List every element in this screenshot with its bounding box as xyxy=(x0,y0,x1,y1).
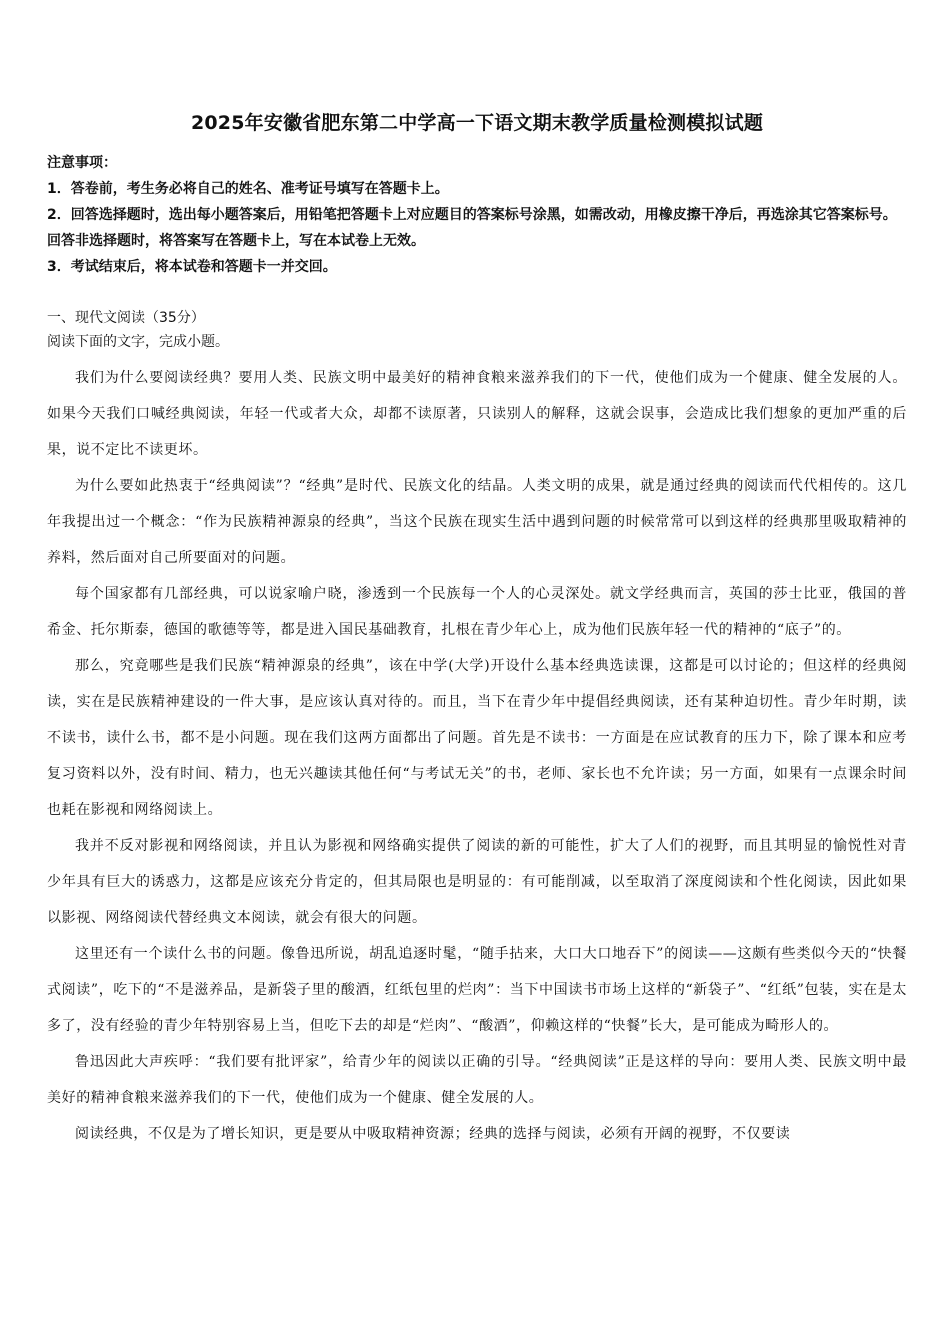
passage-paragraph: 每个国家都有几部经典，可以说家喻户晓，渗透到一个民族每一个人的心灵深处。就文学经典而言，英国的莎士比亚，俄国的普希金、托尔斯泰，德国的歌德等等，都是进入国民基础教育，扎根在青少年心上，成为他们民族年轻一代的精神的“底子”的。 xyxy=(47,586,907,638)
section-instruction: 阅读下面的文字，完成小题。 xyxy=(47,334,229,350)
notice-item: 3．考试结束后，将本试卷和答题卡一并交回。 xyxy=(47,259,337,275)
notice-item: 1．答卷前，考生务必将自己的姓名、准考证号填写在答题卡上。 xyxy=(47,181,449,197)
section-heading: 一、现代文阅读（35分） xyxy=(47,310,205,326)
reading-passage xyxy=(47,360,907,1152)
passage-paragraph: 那么，究竟哪些是我们民族“精神源泉的经典”，该在中学(大学)开设什么基本经典选读课，这都是可以讨论的；但这样的经典阅读，实在是民族精神建设的一件大事，是应该认真对待的。而且，当下在青少年中提倡经典阅读，还有某种迫切性。青少年时期，读不读书，读什么书，都不是小问题。现在我们这两方面都出了问题。首先是不读书：一方面是在应试教育的压力下，除了课本和应考复习资料以外，没有时间、精力，也无兴趣读其他任何“与考试无关”的书，老师、家长也不允许读；另一方面，如果有一点课余时间也耗在影视和网络阅读上。 xyxy=(47,658,907,818)
notice-heading: 注意事项： xyxy=(47,155,117,171)
passage-paragraph: 我们为什么要阅读经典？要用人类、民族文明中最美好的精神食粮来滋养我们的下一代，使他们成为一个健康、健全发展的人。如果今天我们口喊经典阅读，年轻一代或者大众，却都不读原著，只读别人的解释，这就会误事，会造成比我们想象的更加严重的后果，说不定比不读更坏。 xyxy=(47,370,907,458)
passage-paragraph: 阅读经典，不仅是为了增长知识，更是要从中吸取精神资源；经典的选择与阅读，必须有开阔的视野，不仅要读 xyxy=(75,1126,791,1142)
passage-paragraph: 鲁迅因此大声疾呼：“我们要有批评家”，给青少年的阅读以正确的引导。“经典阅读”正是这样的导向：要用人类、民族文明中最美好的精神食粮来滋养我们的下一代，使他们成为一个健康、健全发展的人。 xyxy=(47,1054,907,1106)
page-title: 2025年安徽省肥东第二中学高一下语文期末教学质量检测模拟试题 xyxy=(190,112,764,134)
notice-block xyxy=(47,150,907,280)
passage-paragraph: 为什么要如此热衷于“经典阅读”？“经典”是时代、民族文化的结晶。人类文明的成果，就是通过经典的阅读而代代相传的。这几年我提出过一个概念：“作为民族精神源泉的经典”，当这个民族在现实生活中遇到问题的时候常常可以到这样的经典那里吸取精神的养料，然后面对自己所要面对的问题。 xyxy=(47,478,907,566)
notice-item: 2．回答选择题时，选出每小题答案后，用铅笔把答题卡上对应题目的答案标号涂黑，如需改动，用橡皮擦干净后，再选涂其它答案标号。回答非选择题时，将答案写在答题卡上，写在本试卷上无效。 xyxy=(47,207,897,249)
passage-paragraph: 这里还有一个读什么书的问题。像鲁迅所说，胡乱追逐时髦，“随手拈来，大口大口地吞下”的阅读——这颇有些类似今天的“快餐式阅读”，吃下的“不是滋养品，是新袋子里的酸酒，红纸包里的烂肉”：当下中国读书市场上这样的“新袋子”、“红纸”包装，实在是太多了，没有经验的青少年特别容易上当，但吃下去的却是“烂肉”、“酸酒”，仰赖这样的“快餐”长大，是可能成为畸形人的。 xyxy=(47,946,907,1034)
exam-page xyxy=(47,110,907,1152)
passage-paragraph: 我并不反对影视和网络阅读，并且认为影视和网络确实提供了阅读的新的可能性，扩大了人们的视野，而且其明显的愉悦性对青少年具有巨大的诱惑力，这都是应该充分肯定的，但其局限也是明显的：有可能削减，以至取消了深度阅读和个性化阅读，因此如果以影视、网络阅读代替经典文本阅读，就会有很大的问题。 xyxy=(47,838,907,926)
